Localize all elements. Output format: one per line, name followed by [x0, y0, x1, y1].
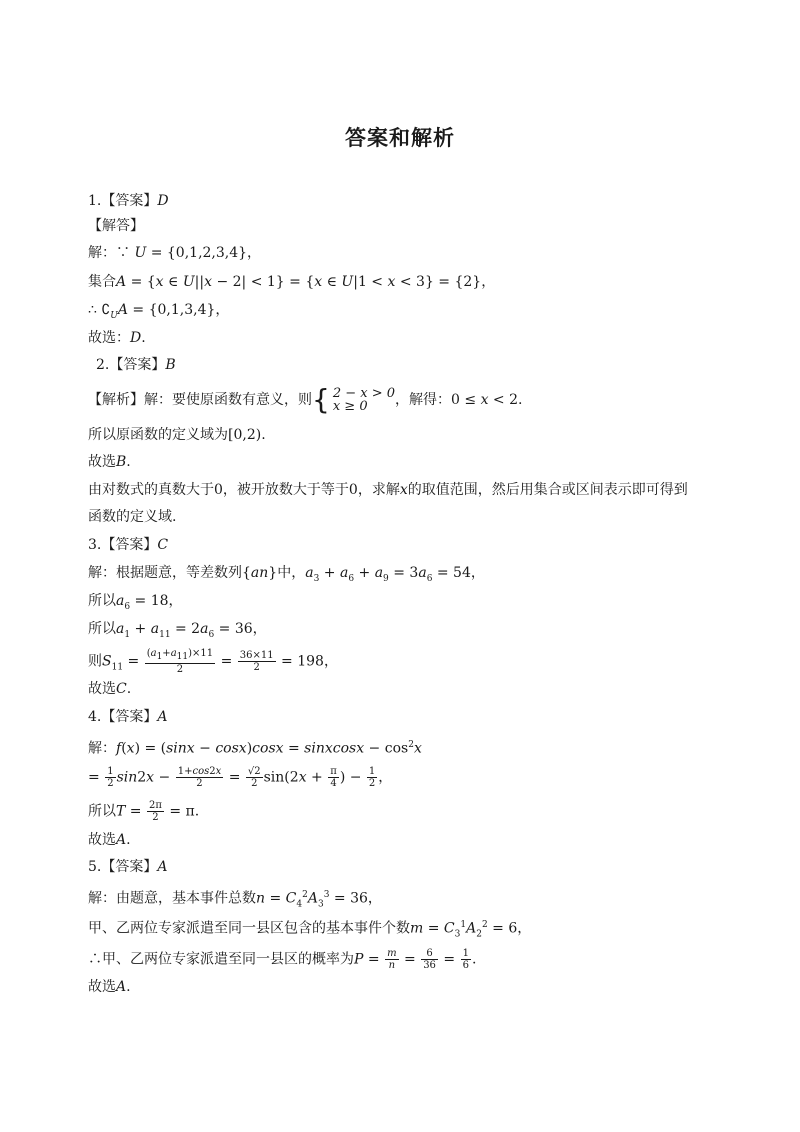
system-row-2: x ≥ 0: [332, 399, 368, 414]
text-line: ∴ $∁_UA = \{0,1,3,4\}$，: [88, 302, 230, 321]
page-title: 答案和解析: [345, 126, 455, 150]
text-line: ∴甲、乙两位专家派遣至同一县区的概率为P = $\frac{m}{n}$ = $\frac{6}{36}$ = $\frac{1}{6}$ .: [88, 948, 477, 971]
text-line: 解：由题意，基本事件总数$n = C_4^2A_3^3 = 36$，: [88, 890, 382, 910]
text-line: 故选：D.: [88, 330, 146, 346]
answer-5-header: 5.【答案】A: [88, 859, 168, 875]
text-fragment: 【解析】解：要使原函数有意义，则: [88, 392, 312, 408]
system-row-1: 2 − x > 0: [332, 386, 396, 401]
text-line: 解：f(x) = (sinx − cosx)cosx = sinxcosx − $\cos^2x$: [88, 740, 422, 757]
text-line: 所以T = $\frac{2\pi}{2}$ = π.: [88, 800, 200, 823]
text-line: 故选C.: [88, 681, 132, 697]
solution-label: 【解答】: [88, 218, 144, 234]
text-line: 由对数式的真数大于0，被开放数大于等于0，求解x的取值范围，然后用集合或区间表示即可得到: [88, 482, 688, 498]
answer-4-header: 4.【答案】A: [88, 709, 168, 725]
text-fragment: ，解得：0 ≤ x < 2.: [395, 392, 523, 408]
text-line: 甲、乙两位专家派遣至同一县区包含的基本事件个数$m = C_3^1A_2^2 = 6$，: [88, 920, 532, 940]
text-line: 所以原函数的定义域为[0,2).: [88, 427, 266, 443]
text-line: = $\frac{1}{2}$ sin2x − $\frac{1+\cos 2x}{2}$ = $\frac{√2}{2}$ sin(2x + $\frac{\pi}{4}$ ) − $\frac{1}{2}$ ，: [88, 766, 393, 789]
text-line-system: [88, 383, 523, 416]
text-line: 故选A.: [88, 979, 131, 995]
text-line: 函数的定义域.: [88, 509, 177, 525]
answer-2-header: 2.【答案】B: [96, 357, 176, 373]
text-line: 所以$a_1 + a_{11} = 2a_6 = 36$，: [88, 621, 267, 640]
text-line: 故选A.: [88, 832, 131, 848]
text-line: 故选B.: [88, 454, 131, 470]
brace-symbol: {: [312, 383, 330, 416]
text-line: 所以$a_6 = 18$，: [88, 593, 183, 612]
text-line: 解：根据题意，等差数列{an}中，$a_3 + a_6 + a_9 = 3a_6 = 54$，: [88, 565, 485, 584]
text-line: 集合A = {x ∈ U||x − 2| < 1} = {x ∈ U|1 < x < 3} = {2}，: [88, 274, 496, 290]
inequality-system: [333, 387, 395, 413]
text-line: 则$S_{11}$ = $\frac{(a_1+a_{11})\times 11}{2}$ = $\frac{36\times 11}{2}$ = 198，: [88, 648, 338, 675]
text-line: 解：∵ U = {0,1,2,3,4}，: [88, 245, 262, 261]
answer-1-header: 1.【答案】D: [88, 193, 169, 209]
answer-3-header: 3.【答案】C: [88, 537, 169, 553]
